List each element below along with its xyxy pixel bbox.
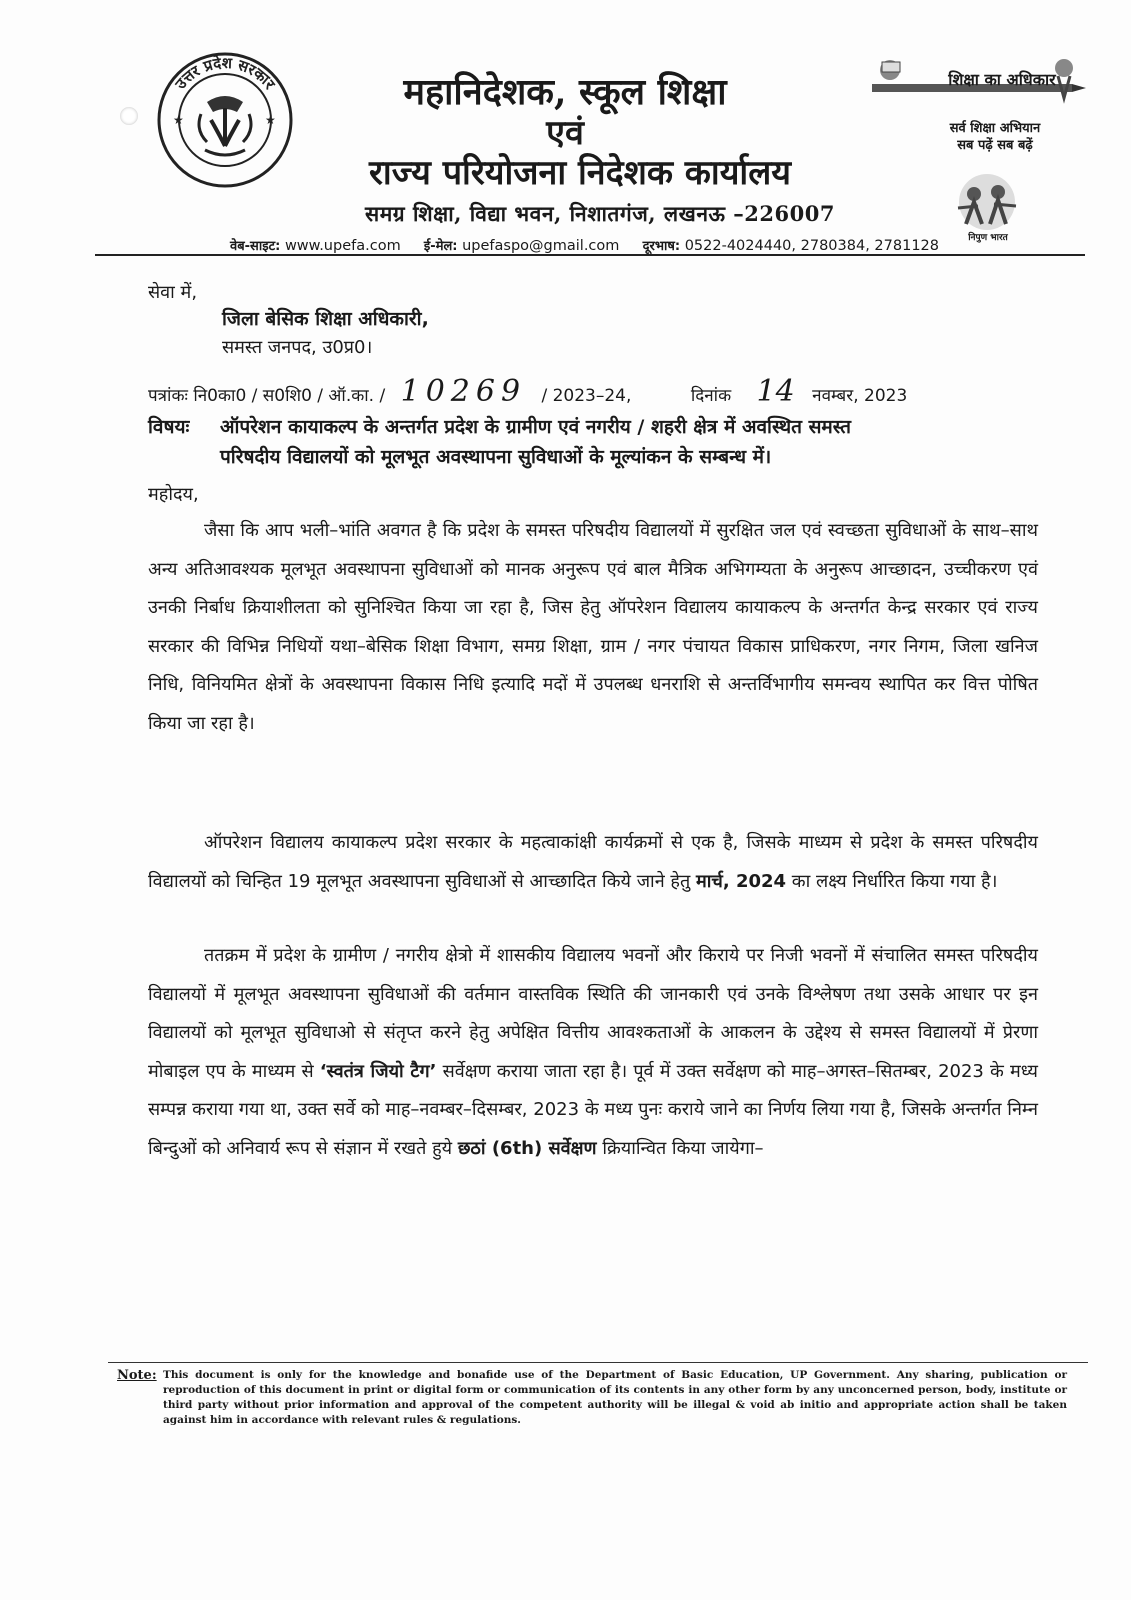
contact-line: [230, 236, 1010, 254]
header-title-line3: राज्य परियोजना निदेशक कार्यालय: [368, 153, 792, 193]
paragraph-3: [148, 937, 1038, 1168]
reference-number: 10269: [400, 374, 527, 409]
subject-label: विषयः: [148, 416, 190, 438]
phone-label: दूरभाष:: [642, 239, 681, 254]
nipun-text: निपुण भारत: [968, 233, 1008, 243]
paragraph-2: [148, 824, 1038, 901]
ssa-line1: सर्व शिक्षा अभियान: [949, 121, 1041, 136]
subject-line1: ऑपरेशन कायाकल्प के अन्तर्गत प्रदेश के ग्रामीण एवं नगरीय / शहरी क्षेत्र में अवस्थित समस्त: [220, 416, 851, 438]
date-label: दिनांक: [690, 386, 732, 406]
up-government-seal-icon: [155, 50, 295, 190]
p3-bold-2: छठां (6th) सर्वेक्षण: [457, 1137, 597, 1159]
recipient-line2: समस्त जनपद, उ0प्र0।: [222, 337, 373, 358]
svg-text:★: ★: [265, 113, 276, 127]
seva-mein: सेवा में,: [148, 282, 198, 303]
header-title-line1: महानिदेशक, स्कूल शिक्षा: [403, 71, 727, 113]
reference-suffix: / 2023–24,: [541, 386, 632, 406]
website-label: वेब-साइट:: [230, 239, 281, 254]
phone-value: 0522-4024440, 2780384, 2781128: [684, 238, 939, 254]
date-day: 14: [756, 374, 795, 409]
footer-note: [117, 1368, 1067, 1428]
ssa-line2: सब पढ़ें सब बढ़ें: [957, 138, 1033, 153]
seal-text: उत्तर प्रदेश सरकार: [171, 53, 279, 93]
recipient: जिला बेसिक शिक्षा अधिकारी,: [222, 308, 429, 330]
note-text: This document is only for the knowledge and bonafide use of the Department of Basic Education, UP Government. Any sharing, publication or reproduction of this document in print or digital form or communication of its contents in any other form by any unconcerned person, body, institute or third party without prior information and approval of the competent authority will be illegal & void ab initio and appropriate action shall be taken against him in accordance with relevant rules & regulations.: [163, 1369, 1067, 1426]
p2-text-b: का लक्ष्य निर्धारित किया गया है।: [791, 870, 998, 892]
p3-text-b: सर्वेक्षण कराया जाता रहा है। पूर्व में उक्त सर्वेक्षण को माह–अगस्त–सितम्बर, 2023 के मध्य सम्पन्न कराया गया था, उक्त सर्वे को माह–नवम्बर–दिसम्बर, 2023 के मध्य पुनः कराये जाने का निर्णय लिया गया है, जिसके अन्तर्गत निम्न बिन्दुओं को अनिवार्य रूप से संज्ञान में रखते हुये: [148, 1060, 1038, 1159]
salutation: महोदय,: [148, 484, 199, 505]
punch-hole: [120, 107, 138, 125]
reference-prefix: पत्रांकः नि0का0 / स0शि0 / ऑ.का. /: [148, 386, 386, 406]
nipun-bharat-logo-icon: [948, 172, 1026, 232]
date-month-year: नवम्बर, 2023: [812, 386, 908, 406]
subject: [148, 412, 1043, 472]
subject-line2: परिषदीय विद्यालयों को मूलभूत अवस्थापना सुविधाओं के मूल्यांकन के सम्बन्ध में।: [220, 446, 772, 468]
rte-text: शिक्षा का अधिकार: [948, 70, 1056, 89]
p3-text-c: क्रियान्वित किया जायेगा–: [602, 1137, 764, 1159]
paragraph-1: जैसा कि आप भली–भांति अवगत है कि प्रदेश के समस्त परिषदीय विद्यालयों में सुरक्षित जल एवं स्वच्छता सुविधाओं के साथ–साथ अन्य अतिआवश्यक मूलभूत अवस्थापना सुविधाओं को मानक अनुरूप एवं बाल मैत्रिक अभिगम्यता के अनुरूप आच्छादन, उच्चीकरण एवं उनकी निर्बाध क्रियाशीलता को सुनिश्चित किया जा रहा है, जिस हेतु ऑपरेशन विद्यालय कायाकल्प के अन्तर्गत केन्द्र सरकार एवं राज्य सरकार की विभिन्न निधियों यथा–बेसिक शिक्षा विभाग, समग्र शिक्षा, ग्राम / नगर पंचायत विकास प्राधिकरण, नगर निगम, जिला खनिज निधि, विनियमित क्षेत्रों के अवस्थापना विकास निधि इत्यादि मदों में उपलब्ध धनराशि से अन्तर्विभागीय समन्वय स्थापित कर वित्त पोषित किया जा रहा है।: [148, 520, 1038, 734]
header-divider: [95, 254, 1085, 256]
p3-bold-1: ‘स्वतंत्र जियो टैग’: [319, 1060, 437, 1082]
p3-text-a: ततक्रम में प्रदेश के ग्रामीण / नगरीय क्षेत्रो में शासकीय विद्यालय भवनों और किराये पर निजी भवनों में संचालित समस्त परिषदीय विद्यालयों में मूलभूत अवस्थापना सुविधाओं की वर्तमान वास्तविक स्थिति की जानकारी एवं उनके विश्लेषण तथा उसके आधार पर इन विद्यालयों को मूलभूत सुविधाओ से संतृप्त करने हेतु अपेक्षित वित्तीय आवश्कताओं के आकलन के उद्देश्य से समस्त विद्यालयों में प्रेरणा मोबाइल एप के माध्यम से: [148, 945, 1038, 1082]
header-title-line2: एवं: [546, 113, 584, 153]
header-address: समग्र शिक्षा, विद्या भवन, निशातगंज, लखनऊ –226007: [365, 201, 835, 226]
reference-line: [148, 374, 1048, 409]
p2-text-a: ऑपरेशन विद्यालय कायाकल्प प्रदेश सरकार के महत्वाकांक्षी कार्यक्रमों से एक है, जिसके माध्यम से प्रदेश के समस्त परिषदीय विद्यालयों को चिन्हित 19 मूलभूत अवस्थापना सुविधाओं से आच्छादित किये जाने हेतु: [148, 832, 1038, 892]
email-label: ई-मेल:: [423, 239, 458, 254]
note-label: Note:: [117, 1368, 157, 1383]
website-value: www.upefa.com: [284, 238, 401, 254]
email-value: upefaspo@gmail.com: [462, 238, 620, 254]
p2-bold: मार्च, 2024: [695, 870, 787, 892]
svg-text:★: ★: [173, 113, 184, 127]
footer-divider: [108, 1362, 1088, 1363]
